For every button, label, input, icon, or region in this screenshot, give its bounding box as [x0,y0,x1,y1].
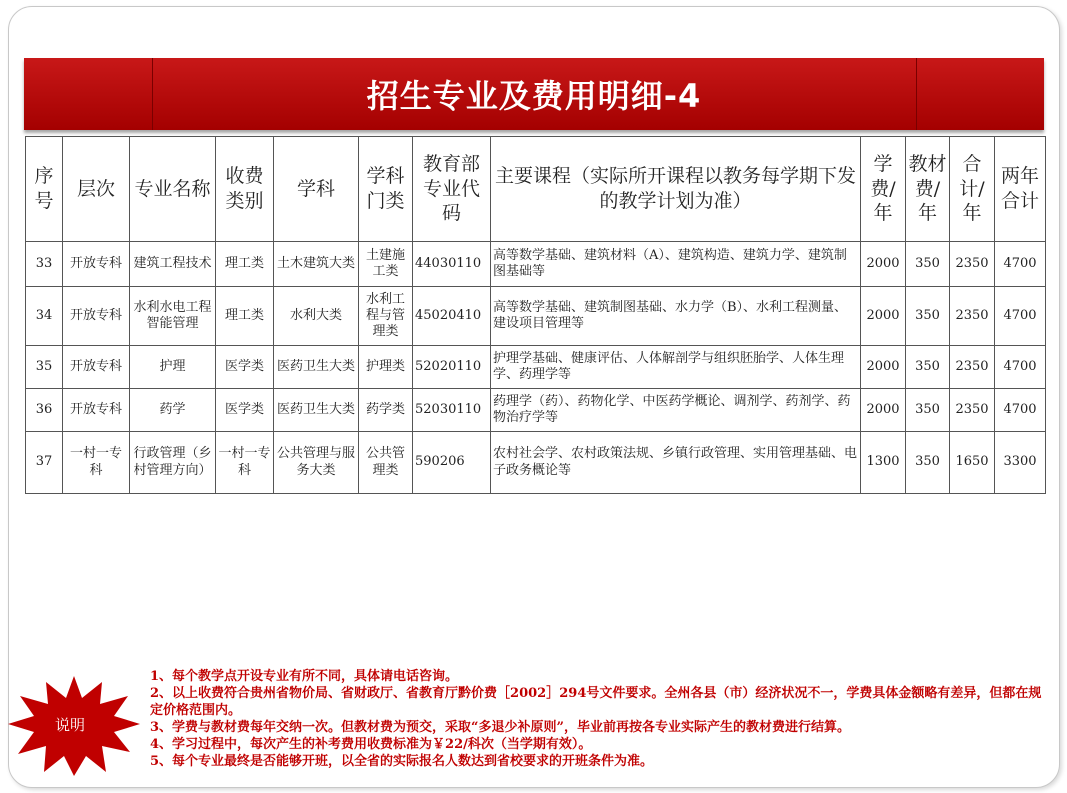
table-row [26,287,1046,346]
note-item: 5、每个专业最终是否能够开班，以全省的实际报名人数达到省校要求的开班条件为准。 [150,754,654,769]
table-cell: 52020110 [413,346,491,389]
page-title: 招生专业及费用明细-4 [366,77,702,115]
header-cell: 教材费/年 [906,137,950,242]
table-cell: 水利工程与管理类 [359,287,413,346]
table-cell: 护理类 [359,346,413,389]
table-cell: 药学类 [359,389,413,432]
header-cell: 学科门类 [359,137,413,242]
table-cell: 590206 [413,432,491,494]
note-item: 2、以上收费符合贵州省物价局、省财政厅、省教育厅黔价费［2002］294号文件要求。全州各县（市）经济状况不一，学费具体金额略有差异，但都在规定价格范围内。 [150,686,1042,718]
table-cell: 一村一专科 [216,432,274,494]
table-cell: 2350 [950,242,995,287]
table-cell: 350 [906,432,950,494]
table-cell: 350 [906,346,950,389]
table-cell: 2350 [950,389,995,432]
table-cell: 33 [26,242,63,287]
fee-table [25,136,1046,494]
table-cell: 4700 [995,389,1046,432]
header-cell: 两年合计 [995,137,1046,242]
table-cell: 一村一专科 [63,432,130,494]
notes-label: 说明 [54,716,85,734]
header-cell: 主要课程（实际所开课程以教务每学期下发的教学计划为准） [491,137,861,242]
table-cell: 行政管理（乡村管理方向） [130,432,216,494]
note-item: 4、学习过程中，每次产生的补考费用收费标准为￥22/科次（当学期有效）。 [150,737,592,752]
table-cell: 开放专科 [63,287,130,346]
header-cell: 收费类别 [216,137,274,242]
notes-block [150,668,1050,770]
table-cell: 2350 [950,346,995,389]
table-row [26,389,1046,432]
table-cell: 37 [26,432,63,494]
table-cell: 土建施工类 [359,242,413,287]
table-cell: 开放专科 [63,346,130,389]
table-cell: 药学 [130,389,216,432]
table-cell: 药理学（药）、药物化学、中医药学概论、调剂学、药剂学、药物治疗学等 [491,389,861,432]
table-cell: 医学类 [216,389,274,432]
table-cell: 理工类 [216,242,274,287]
table-cell: 4700 [995,346,1046,389]
table-cell: 理工类 [216,287,274,346]
table-cell: 建筑工程技术 [130,242,216,287]
title-banner [24,58,1044,130]
table-cell: 45020410 [413,287,491,346]
table-header-row [26,137,1046,242]
table-cell: 医药卫生大类 [274,389,359,432]
table-cell: 44030110 [413,242,491,287]
table-cell: 医学类 [216,346,274,389]
table-cell: 2350 [950,287,995,346]
table-cell: 4700 [995,287,1046,346]
table-cell: 2000 [861,287,906,346]
table-cell: 高等数学基础、建筑材料（A）、建筑构造、建筑力学、建筑制图基础等 [491,242,861,287]
header-cell: 序号 [26,137,63,242]
table-cell: 开放专科 [63,389,130,432]
table-cell: 护理 [130,346,216,389]
table-cell: 35 [26,346,63,389]
table-cell: 2000 [861,389,906,432]
table-cell: 护理学基础、健康评估、人体解剖学与组织胚胎学、人体生理学、药理学等 [491,346,861,389]
header-cell: 学科 [274,137,359,242]
table-cell: 2000 [861,242,906,287]
table-cell: 公共管理与服务大类 [274,432,359,494]
header-cell: 专业名称 [130,137,216,242]
table-cell: 2000 [861,346,906,389]
table-cell: 350 [906,242,950,287]
table-cell: 1300 [861,432,906,494]
table-cell: 水利大类 [274,287,359,346]
header-cell: 教育部专业代码 [413,137,491,242]
table-cell: 350 [906,389,950,432]
header-cell: 学费/年 [861,137,906,242]
table-row [26,346,1046,389]
table-cell: 3300 [995,432,1046,494]
table-cell: 350 [906,287,950,346]
table-cell: 土木建筑大类 [274,242,359,287]
table-cell: 公共管理类 [359,432,413,494]
table-cell: 开放专科 [63,242,130,287]
table-row [26,432,1046,494]
table-cell: 36 [26,389,63,432]
note-item: 1、每个教学点开设专业有所不同，具体请电话咨询。 [150,669,459,684]
table-cell: 医药卫生大类 [274,346,359,389]
table-cell: 1650 [950,432,995,494]
table-cell: 水利水电工程智能管理 [130,287,216,346]
table-cell: 34 [26,287,63,346]
table-cell: 农村社会学、农村政策法规、乡镇行政管理、实用管理基础、电子政务概论等 [491,432,861,494]
header-cell: 层次 [63,137,130,242]
table-cell: 4700 [995,242,1046,287]
table-row [26,242,1046,287]
table-cell: 高等数学基础、建筑制图基础、水力学（B）、水利工程测量、建设项目管理等 [491,287,861,346]
note-item: 3、学费与教材费每年交纳一次。但教材费为预交，采取“多退少补原则”，毕业前再按各专业实际产生的教材费进行结算。 [150,720,851,735]
table-cell: 52030110 [413,389,491,432]
header-cell: 合计/年 [950,137,995,242]
